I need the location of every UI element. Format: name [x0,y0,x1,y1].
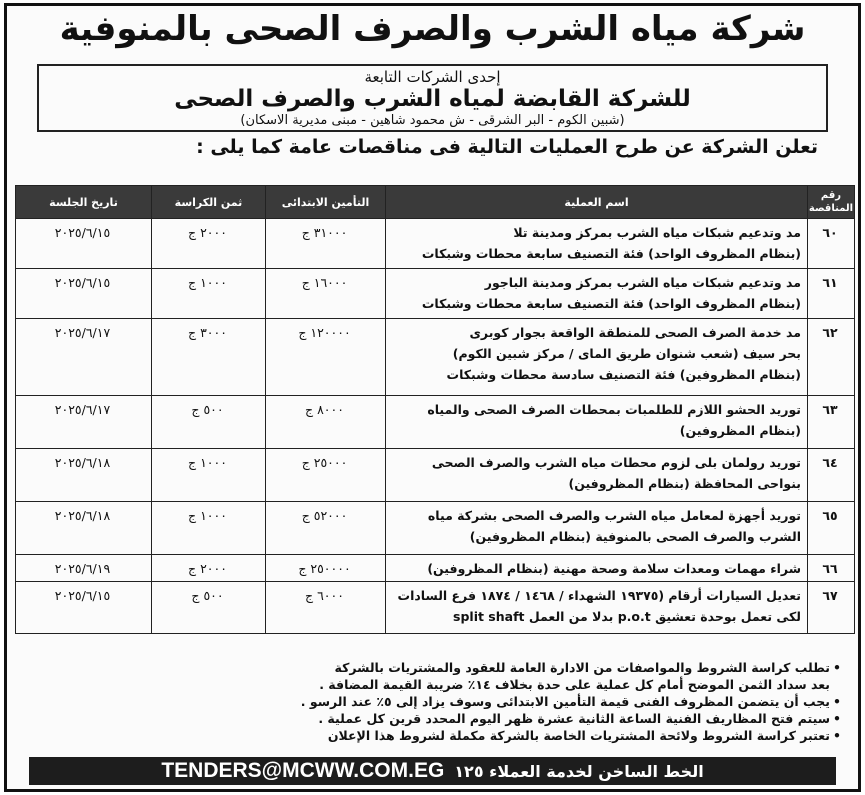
column-header-deposit: التأمين الابتدائى [266,186,386,219]
note-text: يجب أن يتضمن المظروف الفنى قيمة التأمين الابتدائى وسوف يزاد إلى ٥٪ عند الرسو . [300,694,830,709]
tender-price: ١٠٠٠ ج [152,269,266,319]
tender-number: ٦٤ [808,449,855,502]
tender-name [386,219,808,269]
note-text: سيتم فتح المظاريف الفنية الساعة الثانية عشرة ظهر اليوم المحدد قرين كل عملية . [318,711,830,726]
tender-number: ٦٢ [808,319,855,396]
tender-deposit: ٨٠٠٠ ج [266,396,386,449]
note-item [25,693,844,710]
table-row [16,502,855,555]
tender-price: ٢٠٠٠ ج [152,219,266,269]
tender-name-line: (بنظام المظروفين) [679,423,801,438]
tender-advertisement [4,3,861,792]
tender-number: ٦١ [808,269,855,319]
tender-deposit: ١٢٠٠٠٠ ج [266,319,386,396]
table-row [16,555,855,582]
tender-price: ٥٠٠ ج [152,396,266,449]
tender-deposit: ١٦٠٠٠ ج [266,269,386,319]
tender-date: ٢٠٢٥/٦/١٧ [16,319,152,396]
column-header-number: رقم المناقصة [808,186,855,219]
table-header-row [16,186,855,219]
affiliation-box [37,64,828,132]
tender-name-line: توريد أجهزة لمعامل مياه الشرب والصرف الصحى بشركة مياه [427,508,801,523]
tender-name-line: لكى تعمل بوحدة تعشيق p.o.t بدلا من العمل split shaft [453,609,801,624]
tender-name-line: الشرب والصرف الصحى بالمنوفية (بنظام المظروفين) [469,529,801,544]
note-item [25,727,844,744]
tender-price: ١٠٠٠ ج [152,449,266,502]
table-row [16,582,855,634]
tender-number: ٦٦ [808,555,855,582]
tender-number: ٦٠ [808,219,855,269]
tender-name-line: (بنظام المظروف الواحد) فئة التصنيف سابعة محطات وشبكات [421,246,801,261]
bullet-icon: • [833,660,841,675]
tender-date: ٢٠٢٥/٦/١٥ [16,269,152,319]
tender-name [386,319,808,396]
tender-date: ٢٠٢٥/٦/١٩ [16,555,152,582]
tender-name [386,449,808,502]
table-row [16,269,855,319]
tender-name [386,555,808,582]
tender-name [386,396,808,449]
tender-deposit: ٢٥٠٠٠ ج [266,449,386,502]
tender-date: ٢٠٢٥/٦/١٨ [16,449,152,502]
tender-price: ٢٠٠٠ ج [152,555,266,582]
tender-deposit: ٦٠٠٠ ج [266,582,386,634]
column-header-name: اسم العملية [386,186,808,219]
tender-number: ٦٧ [808,582,855,634]
note-text: تعتبر كراسة الشروط ولائحة المشتريات الخاصة بالشركة مكملة لشروط هذا الإعلان [327,728,830,743]
tender-date: ٢٠٢٥/٦/١٧ [16,396,152,449]
tender-name-line: (بنظام المظروف الواحد) فئة التصنيف سابعة محطات وشبكات [421,296,801,311]
tender-date: ٢٠٢٥/٦/١٥ [16,219,152,269]
table-row [16,219,855,269]
tender-name-line: (بنظام المظروفين) فئة التصنيف سادسة محطات وشبكات [446,367,801,382]
tender-name [386,269,808,319]
column-header-date: تاريخ الجلسة [16,186,152,219]
bullet-icon: • [833,694,841,709]
table-row [16,396,855,449]
tender-date: ٢٠٢٥/٦/١٨ [16,502,152,555]
tender-name-line: توريد رولمان بلى لزوم محطات مياه الشرب والصرف الصحى [431,455,801,470]
tender-price: ٣٠٠٠ ج [152,319,266,396]
affiliation-text: إحدى الشركات التابعة [364,68,501,86]
hotline-text: الخط الساخن لخدمة العملاء ١٢٥ [454,761,704,781]
table-row [16,319,855,396]
column-header-price: ثمن الكراسة [152,186,266,219]
note-item [25,710,844,727]
tender-name-line: بنواحى المحافظة (بنظام المظروفين) [568,476,801,491]
company-address: (شبين الكوم - البر الشرقى - ش محمود شاهين - مبنى مديرية الاسكان) [240,113,625,128]
note-text: تطلب كراسة الشروط والمواصفات من الادارة العامة للعقود والمشتريات بالشركة [334,660,830,675]
tender-date: ٢٠٢٥/٦/١٥ [16,582,152,634]
tender-name-line: مد وتدعيم شبكات مياه الشرب بمركز ومدينة الباجور [484,275,801,290]
company-name-title: شركة مياه الشرب والصرف الصحى بالمنوفية [59,9,806,49]
notes-list [7,659,858,744]
tender-price: ٥٠٠ ج [152,582,266,634]
tender-number: ٦٥ [808,502,855,555]
tender-price: ١٠٠٠ ج [152,502,266,555]
tender-deposit: ٣١٠٠٠ ج [266,219,386,269]
holding-company-name: للشركة القابضة لمياه الشرب والصرف الصحى [174,86,691,112]
tender-name [386,582,808,634]
table-row [16,449,855,502]
announcement-heading: تعلن الشركة عن طرح العمليات التالية فى مناقصات عامة كما يلى : [196,136,818,158]
tenders-table [15,185,855,634]
note-continuation: بعد سداد الثمن الموضح أمام كل عملية على حدة بخلاف ١٤٪ ضريبة القيمة المضافة . [319,677,830,692]
tender-deposit: ٢٥٠٠٠٠ ج [266,555,386,582]
tender-name-line: توريد الحشو اللازم للطلمبات بمحطات الصرف الصحى والمياه [427,402,801,417]
bullet-icon: • [833,728,841,743]
tender-number: ٦٣ [808,396,855,449]
tender-name-line: مد وتدعيم شبكات مياه الشرب بمركز ومدينة تلا [513,225,801,240]
tender-name [386,502,808,555]
bullet-icon: • [833,711,841,726]
note-item [25,659,844,676]
tender-name-line: تعديل السيارات أرقام (١٩٣٧٥ الشهداء / ١٤٦٨ / ١٨٧٤ فرع السادات [397,588,801,603]
tender-name-line: مد خدمة الصرف الصحى للمنطقة الواقعة بجوار كوبرى [469,325,801,340]
tender-name-line: بحر سيف (شعب شنوان طريق الماى / مركز شبين الكوم) [452,346,801,361]
footer-bar [29,757,836,785]
tender-deposit: ٥٢٠٠٠ ج [266,502,386,555]
tenders-email-link[interactable]: TENDERS@MCWW.COM.EG [161,759,445,782]
tender-name-line: شراء مهمات ومعدات سلامة وصحة مهنية (بنظام المظروفين) [427,561,801,576]
